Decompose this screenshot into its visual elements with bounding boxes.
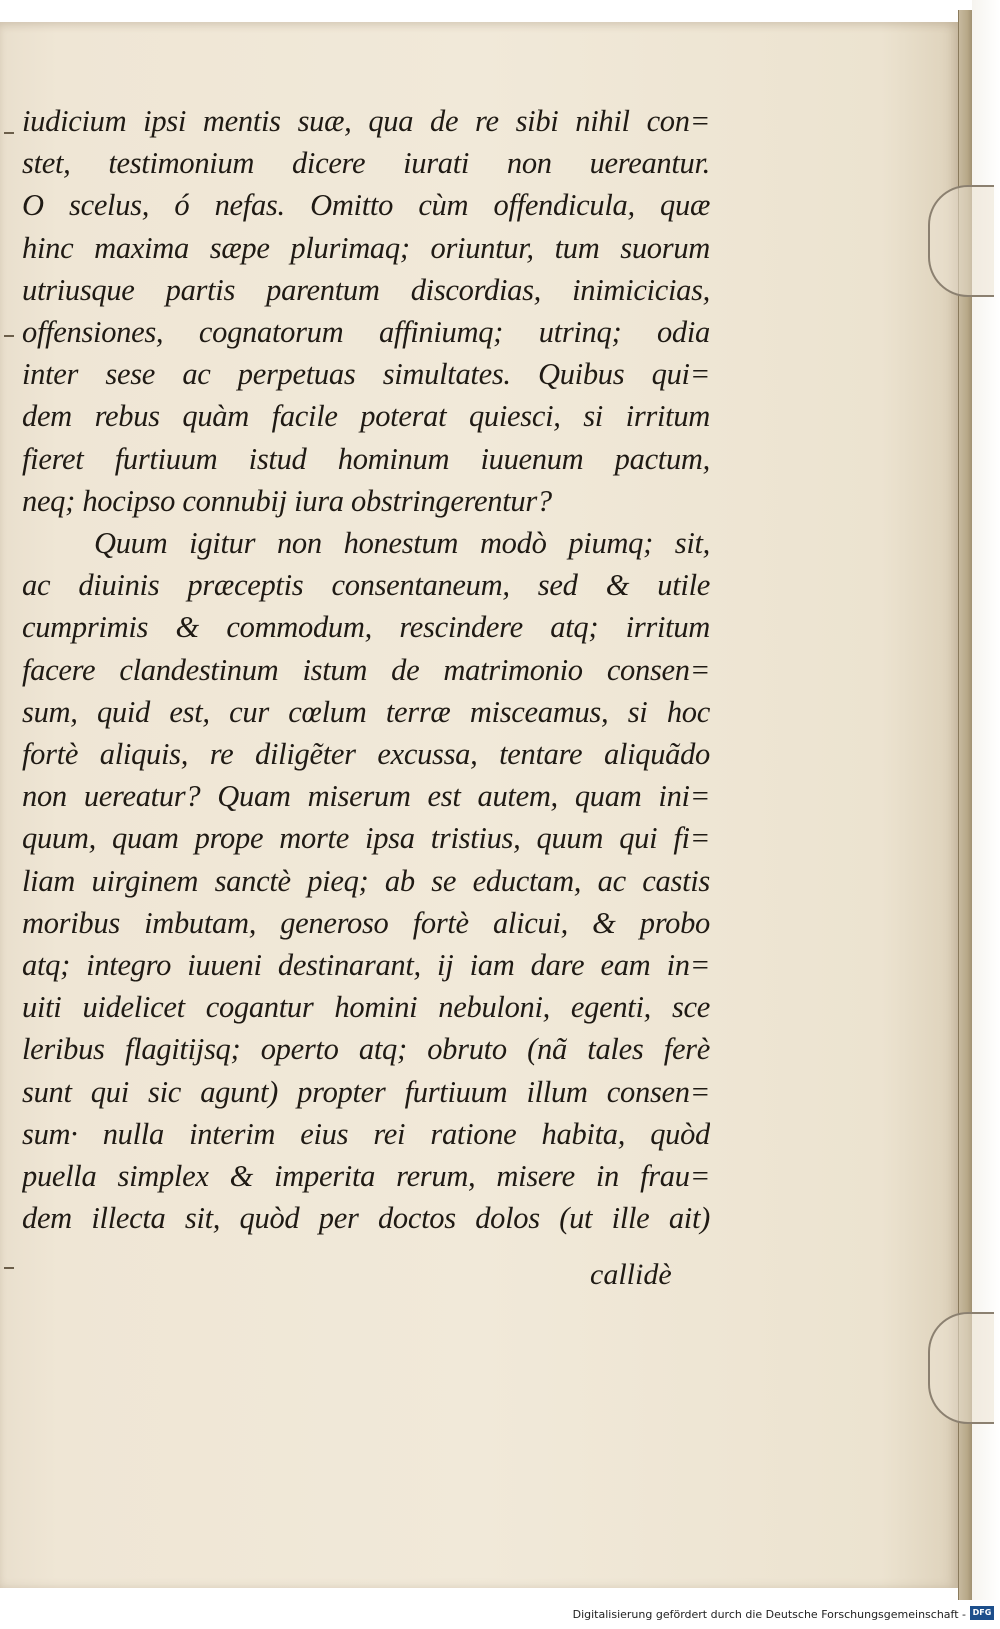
text-line: O scelus, ó nefas. Omitto cùm offendicula, quæ: [22, 188, 710, 223]
footer-bar: [0, 1600, 1000, 1629]
text-line: sunt qui sic agunt) propter furtiuum illum consen=: [22, 1074, 710, 1109]
text-line: utriusque partis parentum discordias, inimicicias,: [22, 272, 710, 307]
clasp-lower-icon: [928, 1312, 994, 1424]
text-line: dem illecta sit, quòd per doctos dolos (ut ille ait): [22, 1201, 710, 1236]
text-line: fieret furtiuum istud hominum iuuenum pactum,: [22, 441, 710, 476]
margin-mark: [4, 132, 14, 134]
text-line: offensiones, cognatorum affiniumq; utrinq; odia: [22, 315, 710, 350]
text-line: sum· nulla interim eius rei ratione habita, quòd: [22, 1116, 710, 1151]
text-line: atq; integro iuueni destinarant, ij iam dare eam in=: [22, 948, 710, 983]
funding-credit: Digitalisierung gefördert durch die Deutsche Forschungsgemeinschaft -: [572, 1608, 966, 1621]
catchword: callidè: [590, 1258, 672, 1291]
text-line: sum, quid est, cur cœlum terræ misceamus, si hoc: [22, 694, 710, 729]
margin-mark: [4, 1267, 14, 1269]
margin-mark: [4, 335, 14, 337]
text-line: iudicium ipsi mentis suæ, qua de re sibi nihil con=: [22, 104, 710, 138]
text-line: neq; hocipso connubij iura obstringerentur?: [22, 483, 552, 518]
text-line: cumprimis & commodum, rescindere atq; irritum: [22, 610, 710, 645]
text-line: facere clandestinum istum de matrimonio consen=: [22, 652, 710, 687]
clasp-upper-icon: [928, 185, 994, 297]
text-line: liam uirginem sanctè pieq; ab se eductam, ac castis: [22, 863, 710, 898]
text-line: fortè aliquis, re diligẽter excussa, tentare aliquãdo: [22, 737, 710, 772]
text-line: ac diuinis præceptis consentaneum, sed & utile: [22, 568, 710, 603]
paragraph-start-line: Quum igitur non honestum modò piumq; sit,: [94, 526, 710, 561]
text-line: quum, quam prope morte ipsa tristius, quum qui fi=: [22, 821, 710, 856]
text-line: hinc maxima sæpe plurimaq; oriuntur, tum suorum: [22, 230, 710, 265]
text-line: non uereatur? Quam miserum est autem, quam ini=: [22, 779, 710, 814]
text-line: moribus imbutam, generoso fortè alicui, & probo: [22, 905, 710, 940]
text-line: uiti uidelicet cogantur homini nebuloni, egenti, sce: [22, 990, 710, 1025]
text-line: leribus flagitijsq; operto atq; obruto (nã tales ferè: [22, 1032, 710, 1067]
text-line: puella simplex & imperita rerum, misere in frau=: [22, 1159, 710, 1194]
text-line: inter sese ac perpetuas simultates. Quibus qui=: [22, 357, 710, 392]
body-text: [22, 100, 710, 1239]
text-line: stet, testimonium dicere iurati non uereantur.: [22, 146, 710, 181]
text-line: dem rebus quàm facile poterat quiesci, si irritum: [22, 399, 710, 434]
dfg-logo-icon: DFG: [970, 1606, 994, 1620]
